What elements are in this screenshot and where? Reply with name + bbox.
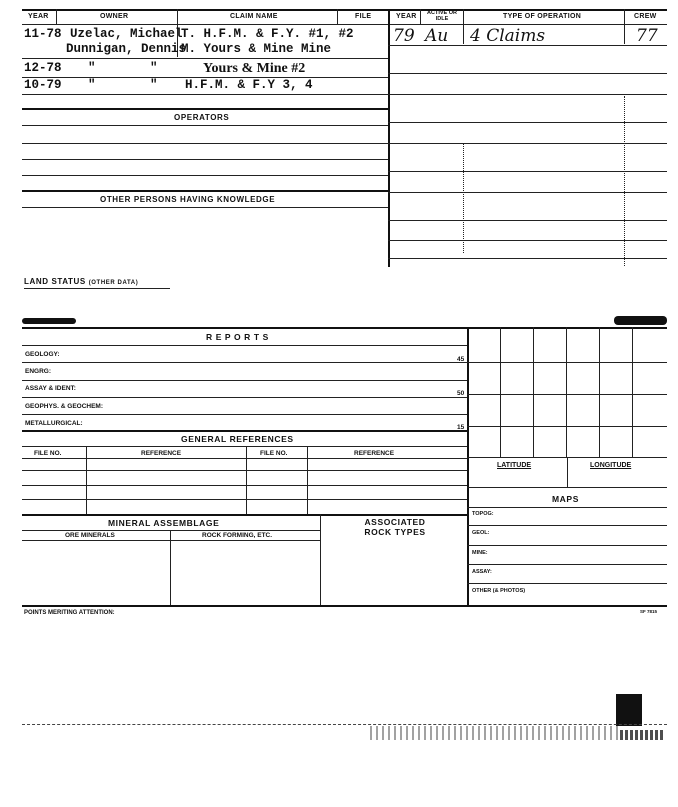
row4-owner2: " [150,78,158,92]
right-rule-2 [388,73,667,74]
right-div-b [624,24,625,44]
maps-rule-3 [467,564,667,565]
top-rule [22,9,667,11]
row3-owner2: " [150,61,158,75]
maps-header-rule [467,507,667,508]
grid-v-5 [632,327,633,457]
refs-reference: REFERENCE [141,450,182,457]
maps-other: OTHER (& PHOTOS) [472,588,526,594]
activity-operation: 4 Claims [470,26,546,46]
grid-v-1 [500,327,501,457]
refs-div-2 [246,446,247,514]
maps-mine: MINE: [472,550,488,556]
owner-rule-3 [22,94,388,95]
right-rule-3 [388,94,667,95]
row1-owner: Uzelac, Michael [70,27,183,41]
right-rule-9 [388,240,667,241]
div-year2 [420,9,421,24]
refs-file-no-2: FILE NO. [260,450,288,457]
report-assay: ASSAY & IDENT: [25,385,76,392]
maps-rule-4 [467,583,667,584]
right-rule-5 [388,143,667,144]
report-rule-2 [22,380,467,381]
op-rule-1 [22,125,388,126]
maps-topog: TOPOG: [472,511,494,517]
activity-status: Au [425,26,449,46]
bottom-section-rule [22,605,667,607]
refs-header-top [22,446,467,447]
scan-smudge-right [614,316,667,325]
refs-rule-1 [22,470,467,471]
right-rule-10 [388,258,667,259]
associated-rock-types-title: ASSOCIATED ROCK TYPES [364,517,426,537]
grid-v-3 [566,327,567,457]
report-rule-4 [22,414,467,415]
report-geology: GEOLOGY: [25,351,60,358]
row2-claim: M. Yours & Mine Mine [181,42,332,56]
report-metallurgical-num: 15 [457,424,465,431]
report-rule-1 [22,362,467,363]
reports-top-rule [22,327,667,329]
bottom-scan-line [22,724,667,725]
land-status-underline [24,288,170,289]
land-status-sub: (OTHER DATA) [88,280,139,286]
maps-assay: ASSAY: [472,569,492,575]
report-geophys: GEOPHYS. & GEOCHEM: [25,403,104,410]
refs-header-bottom [22,458,467,459]
header-year-2: YEAR [396,13,417,20]
right-rule-4 [388,122,667,123]
rock-forming-label: ROCK FORMING, ETC. [202,532,273,539]
row3-year: 12-78 [24,61,62,75]
report-metallurgical: METALLURGICAL: [25,420,83,427]
latitude-label: LATITUDE [497,462,532,469]
header-year: YEAR [28,13,49,20]
header-file: FILE [355,13,372,20]
div-type [624,9,625,24]
scan-noise-band [370,726,620,740]
div-claim [337,9,338,24]
header-bottom-rule [22,24,667,25]
owner-rule-1 [22,58,388,59]
row4-owner: " [88,78,96,92]
right-rule-1 [388,45,667,46]
operators-top-rule [22,108,388,110]
mineral-assemblage-title: MINERAL ASSEMBLAGE [108,518,220,528]
others-rule [22,207,388,208]
other-persons-title: OTHER PERSONS HAVING KNOWLEDGE [100,195,276,204]
header-owner: OWNER [100,13,129,20]
row2-owner: Dunnigan, Dennis [66,42,187,56]
row4-year: 10-79 [24,78,62,92]
header-active-idle: ACTIVE OR IDLE [427,10,457,22]
points-meriting-attention: POINTS MERITING ATTENTION: [24,610,115,616]
ore-minerals-label: ORE MINERALS [65,532,115,539]
report-engrg: ENGRG: [25,368,51,375]
scan-noise-right [620,730,664,740]
grid-h-3 [467,426,667,427]
row4-claim: H.F.M. & F.Y 3, 4 [185,78,313,92]
activity-year: 79 [393,26,415,46]
maps-rule-1 [467,525,667,526]
mineral-header-rule [22,530,320,531]
reports-header-rule [22,345,467,346]
land-status-title [24,277,138,286]
div-year [56,9,57,24]
refs-div-1 [86,446,87,514]
op-rule-3 [22,159,388,160]
row3-owner: " [88,61,96,75]
refs-rule-3 [22,499,467,500]
scan-smudge-left [22,318,76,324]
header-crew: CREW [634,13,657,20]
general-references-title: GENERAL REFERENCES [181,434,294,444]
right-div-d [463,143,464,253]
form-number: SF 7815 [640,609,658,614]
latlong-divider [567,457,568,487]
mineral-cols-rule [22,540,320,541]
header-claim-name: CLAIM NAME [230,13,278,20]
op-rule-4 [22,175,388,176]
header-type-of-operation: TYPE OF OPERATION [503,13,582,20]
maps-title: MAPS [552,494,579,504]
report-geology-num: 45 [457,356,465,363]
refs-rule-2 [22,485,467,486]
refs-div-3 [307,446,308,514]
right-div-a [463,24,464,44]
refs-reference-2: REFERENCE [354,450,395,457]
right-rule-8 [388,220,667,221]
maps-rule-2 [467,545,667,546]
reports-title: R E P O R T S [206,332,269,342]
scan-black-block [616,694,642,726]
activity-crew: 77 [636,26,658,46]
op-rule-2 [22,143,388,144]
row3-claim: Yours & Mine #2 [203,61,306,76]
grid-h-2 [467,394,667,395]
grid-h-1 [467,362,667,363]
grid-v-2 [533,327,534,457]
others-top-rule [22,190,388,192]
refs-bottom-rule [22,514,467,516]
grid-v-4 [599,327,600,457]
operators-title: OPERATORS [174,113,230,122]
right-rule-6 [388,171,667,172]
report-assay-num: 50 [457,390,465,397]
report-rule-5 [22,430,467,432]
row1-year: 11-78 [24,27,62,41]
longitude-label: LONGITUDE [590,462,632,469]
maps-top-rule [467,487,667,488]
right-div-c [624,96,625,266]
mineral-div-1 [170,530,171,605]
land-status-label: LAND STATUS [24,277,86,286]
report-rule-3 [22,397,467,398]
mineral-div-2 [320,514,321,605]
row1-claim: T. H.F.M. & F.Y. #1, #2 [181,27,354,41]
maps-geol: GEOL: [472,530,490,536]
div-main-split [388,9,390,267]
refs-file-no: FILE NO. [34,450,62,457]
div-active [463,9,464,24]
right-rule-7 [388,192,667,193]
